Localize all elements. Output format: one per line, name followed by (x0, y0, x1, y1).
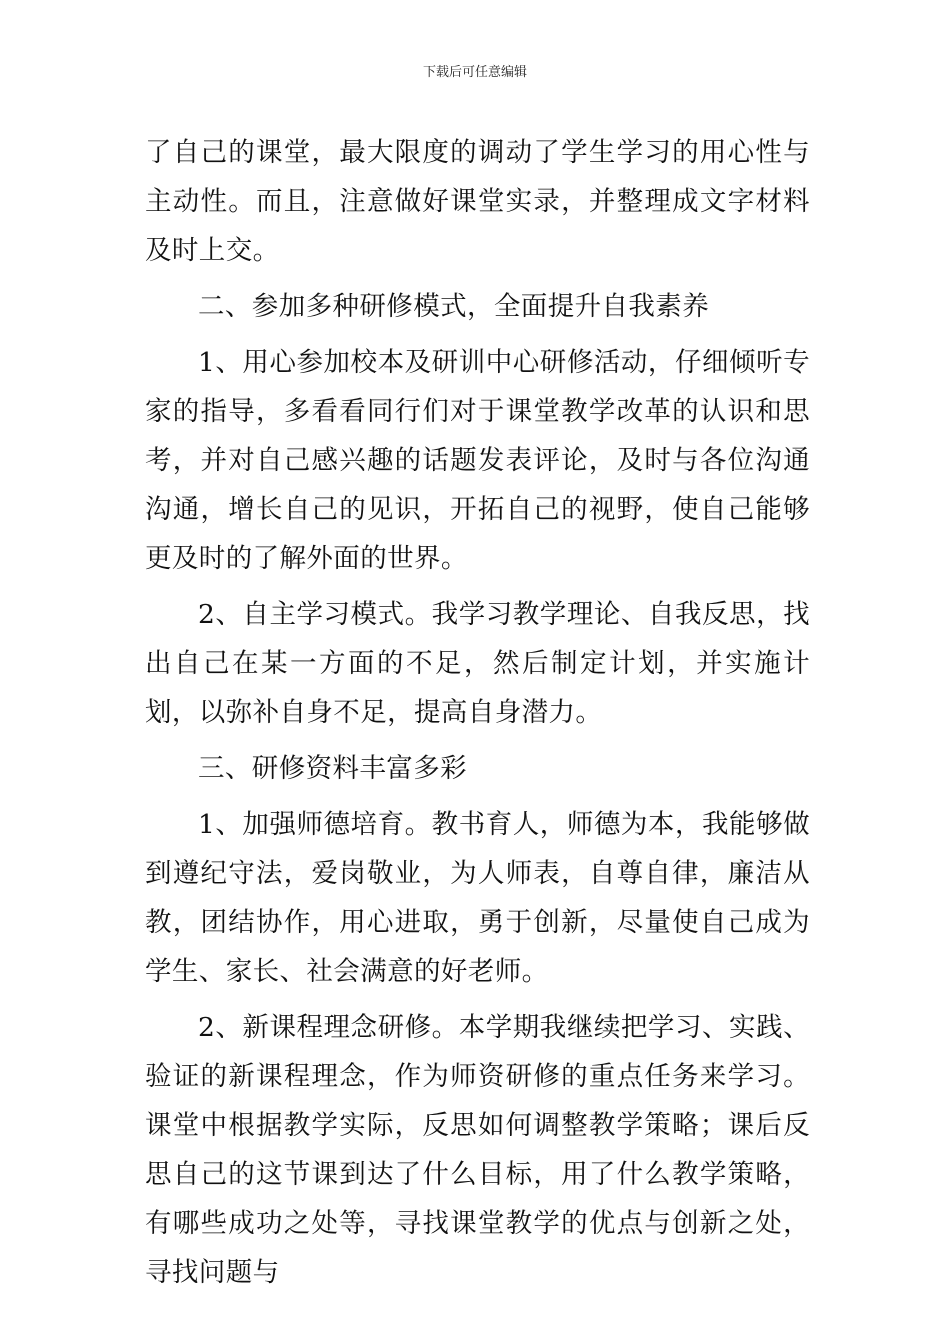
paragraph-3-2: 2、新课程理念研修。本学期我继续把学习、实践、验证的新课程理念，作为师资研修的重点任务来学习。课堂中根据教学实际，反思如何调整教学策略；课后反思自己的这节课到达了什么目标，用了什么教学策略，有哪些成功之处等，寻找课堂教学的优点与创新之处，寻找问题与 (145, 1012, 810, 1288)
section-heading-2: 二、参加多种研修模式，全面提升自我素养 (198, 291, 710, 322)
paragraph-2-1: 1、用心参加校本及研训中心研修活动，仔细倾听专家的指导，多看看同行们对于课堂教学改革的认识和思考，并对自己感兴趣的话题发表评论，及时与各位沟通沟通，增长自己的见识，开拓自己的视野，使自己能够更及时的了解外面的世界。 (145, 347, 810, 574)
section-heading-3: 三、研修资料丰富多彩 (198, 753, 467, 784)
document-body (145, 128, 810, 1297)
paragraph-2-2: 2、自主学习模式。我学习教学理论、自我反思，找出自己在某一方面的不足，然后制定计划，并实施计划，以弥补自身不足，提高自身潜力。 (145, 599, 810, 728)
page-header: 下载后可任意编辑 (422, 65, 527, 80)
paragraph-3-1: 1、加强师德培育。教书育人，师德为本，我能够做到遵纪守法，爱岗敬业，为人师表，自尊自律，廉洁从教，团结协作，用心进取，勇于创新，尽量使自己成为学生、家长、社会满意的好老师。 (145, 809, 810, 987)
paragraph-continuation: 了自己的课堂，最大限度的调动了学生学习的用心性与主动性。而且，注意做好课堂实录，并整理成文字材料及时上交。 (145, 137, 810, 266)
